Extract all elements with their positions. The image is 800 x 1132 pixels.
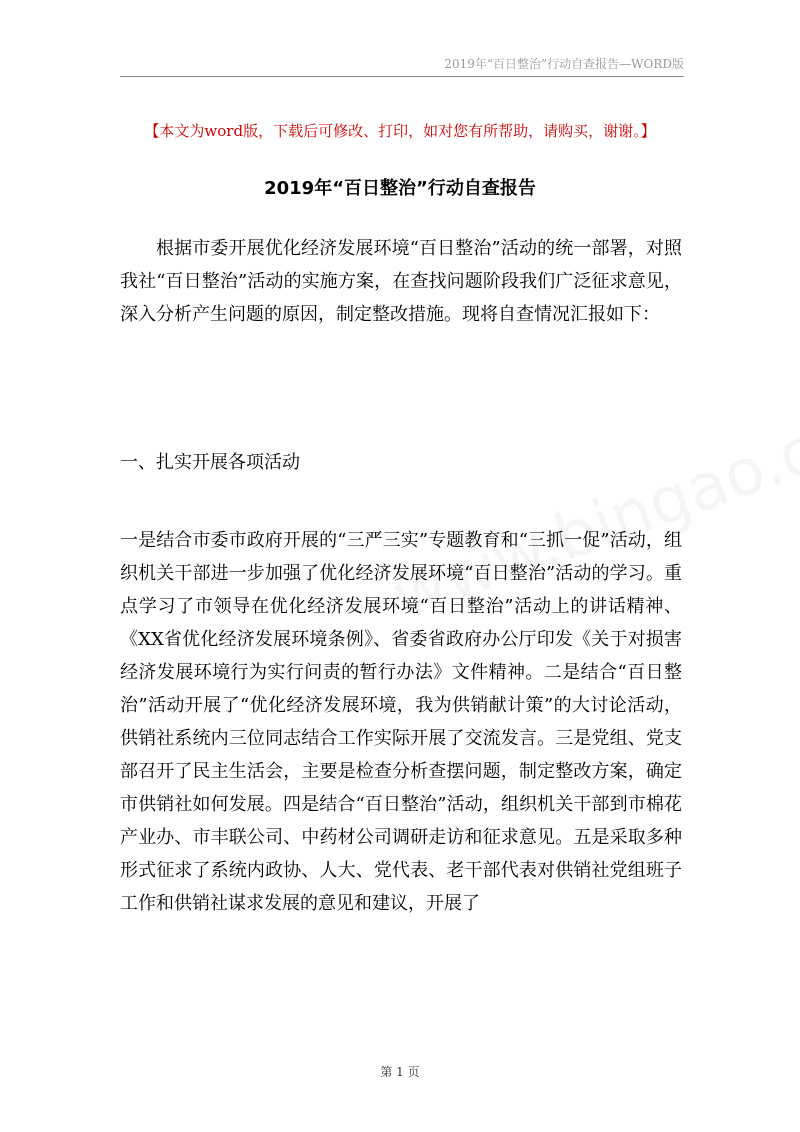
document-title: 2019年“百日整治”行动自查报告 bbox=[264, 178, 536, 199]
section-heading-1: 一、扎实开展各项活动 bbox=[120, 452, 300, 473]
page-number: 第 1 页 bbox=[380, 1065, 420, 1079]
download-notice: 【本文为word版，下载后可修改、打印，如对您有所帮助，请购买，谢谢。】 bbox=[144, 122, 656, 140]
page-header bbox=[120, 52, 684, 77]
body-paragraph: 一是结合市委市政府开展的“三严三实”专题教育和“三抓一促”活动，组织机关干部进一步加强了优化经济发展环境“百日整治”活动的学习。重点学习了市领导在优化经济发展环境“百日整治”活动上的讲话精神、《XX省优化经济发展环境条例》、省委省政府办公厅印发《关于对损害经济发展环境行为实行问责的暂行办法》文件精神。二是结合“百日整治”活动开展了“优化经济发展环境，我为供销献计策”的大讨论活动，供销社系统内三位同志结合工作实际开展了交流发言。三是党组、党支部召开了民主生活会，主要是检查分析查摆问题，制定整改方案，确定市供销社如何发展。四是结合“百日整治”活动，组织机关干部到市棉花产业办、市丰联公司、中药材公司调研走访和征求意见。五是采取多种形式征求了系统内政协、人大、党代表、老干部代表对供销社党组班子工作和供销社谋求发展的意见和建议，开展了 bbox=[120, 530, 682, 914]
intro-paragraph: 根据市委开展优化经济发展环境“百日整治”活动的统一部署，对照我社“百日整治”活动的实施方案，在查找问题阶段我们广泛征求意见，深入分析产生问题的原因，制定整改措施。现将自查情况汇报如下： bbox=[120, 238, 682, 325]
header-text: 2019年“百日整治”行动自查报告—WORD版 bbox=[444, 57, 684, 71]
